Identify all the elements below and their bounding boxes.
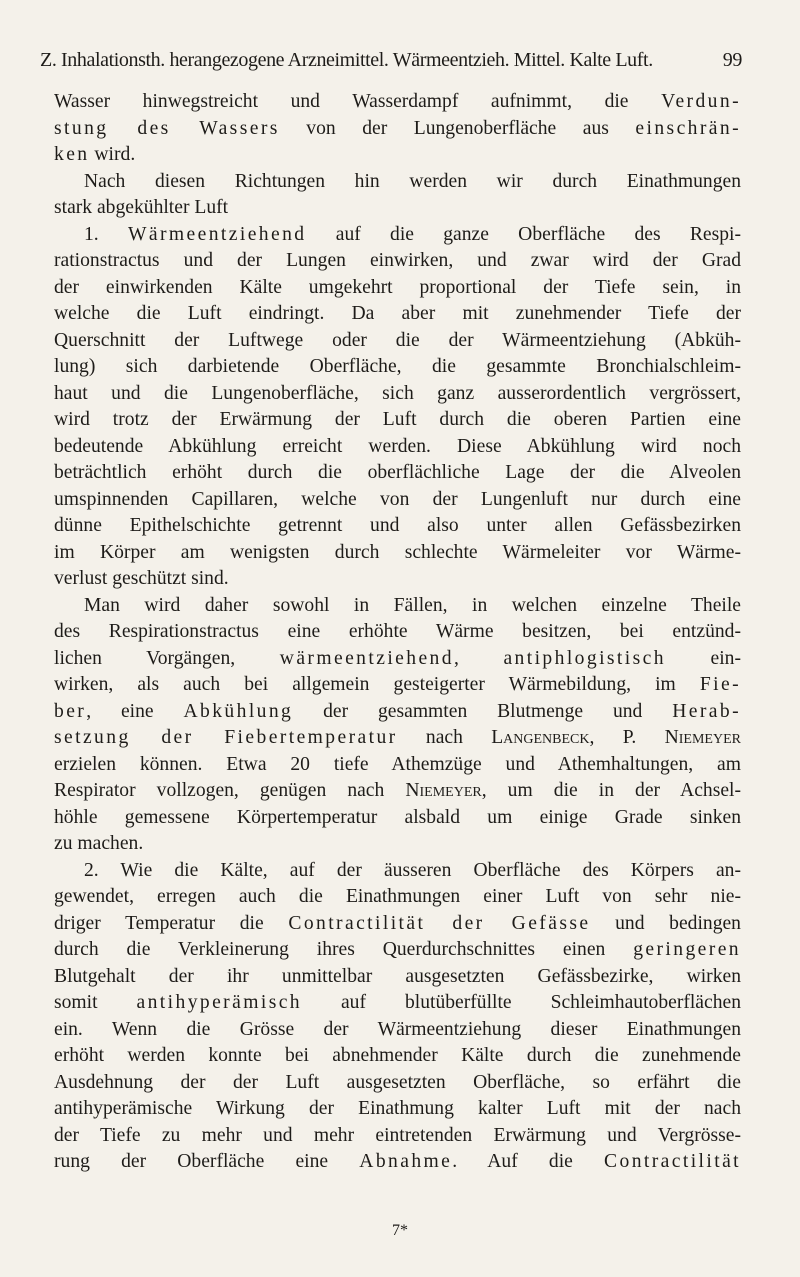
- spaced-emphasis: Herab-: [672, 700, 741, 722]
- text-line: im Körper am wenigsten durch schlechte Wärmeleiter vor Wärme-: [54, 541, 741, 563]
- author-name: Niemeyer: [405, 780, 482, 801]
- text-line: der Tiefe zu mehr und mehr eintretenden Erwärmung und Vergrösse-: [54, 1124, 741, 1146]
- spaced-emphasis: Abkühlung: [183, 700, 294, 722]
- text-line: 2. Wie die Kälte, auf der äusseren Oberfläche des Körpers an-: [84, 859, 741, 881]
- spaced-emphasis: Verdun-: [661, 91, 741, 112]
- text-line: ken wird.: [54, 144, 136, 165]
- text-line: durch die Verkleinerung ihres Querdurchschnittes einen geringeren: [54, 939, 741, 960]
- text-line: setzung der Fiebertemperatur nach Langenbeck, P. Niemeyer: [54, 727, 741, 748]
- running-header: [40, 49, 742, 72]
- text-line: haut und die Lungenoberfläche, sich ganz ausserordentlich vergrössert,: [54, 382, 741, 404]
- spaced-emphasis: Wärmeentziehend: [127, 223, 307, 245]
- text-line: Man wird daher sowohl in Fällen, in welchen einzelne Theile: [84, 594, 741, 616]
- text-line: rung der Oberfläche eine Abnahme. Auf die Contractilität: [54, 1151, 741, 1172]
- spaced-emphasis: einschrän-: [635, 117, 741, 139]
- text-line: rationstractus und der Lungen einwirken, und zwar wird der Grad: [54, 250, 741, 271]
- text-line: des Respirationstractus eine erhöhte Wärme besitzen, bei entzünd-: [54, 621, 741, 642]
- text-line: Querschnitt der Luftwege oder die der Wärmeentziehung (Abküh-: [54, 329, 741, 351]
- spaced-emphasis: geringeren: [633, 939, 741, 960]
- text-line: welche die Luft eindringt. Da aber mit zunehmender Tiefe der: [54, 303, 741, 324]
- text-line: Wasser hinwegstreicht und Wasserdampf aufnimmt, die Verdun-: [54, 91, 741, 112]
- spaced-emphasis: Fie-: [699, 674, 741, 695]
- text-line: lichen Vorgängen, wärmeentziehend, antiphlogistisch ein-: [54, 647, 741, 669]
- text-line: dünne Epithelschichte getrennt und also unter allen Gefässbezirken: [54, 515, 741, 536]
- text-line: Ausdehnung der der Luft ausgesetzten Oberfläche, so erfährt die: [54, 1071, 741, 1093]
- spaced-emphasis: ken: [54, 144, 90, 165]
- page-number: 99: [722, 49, 742, 71]
- author-name: Niemeyer: [664, 727, 741, 748]
- text-line: Blutgehalt der ihr unmittelbar ausgesetzten Gefässbezirke, wirken: [54, 965, 741, 987]
- text-line: höhle gemessene Körpertemperatur alsbald um einige Grade sinken: [54, 806, 741, 828]
- spaced-emphasis: ber: [54, 700, 87, 722]
- text-line: der einwirkenden Kälte umgekehrt proportional der Tiefe sein, in: [54, 276, 741, 298]
- running-title: Z. Inhalationsth. herangezogene Arzneimittel. Wärmeentzieh. Mittel. Kalte Luft.: [40, 49, 653, 71]
- text-line: wirken, als auch bei allgemein gesteigerter Wärmebildung, im Fie-: [54, 674, 741, 695]
- author-name: Langenbeck: [491, 727, 590, 748]
- text-line: bedeutende Abkühlung erreicht werden. Diese Abkühlung wird noch: [54, 435, 741, 457]
- text-line: verlust geschützt sind.: [54, 568, 229, 589]
- text-line: Nach diesen Richtungen hin werden wir durch Einathmungen: [84, 170, 741, 192]
- spaced-emphasis: antiphlogistisch: [503, 647, 666, 669]
- text-line: Respirator vollzogen, genügen nach Niemeyer, um die in der Achsel-: [54, 780, 741, 801]
- text-line: lung) sich darbietende Oberfläche, die gesammte Bronchialschleim-: [54, 356, 741, 377]
- spaced-emphasis: Abnahme: [359, 1151, 453, 1172]
- spaced-emphasis: antihyperämisch: [136, 992, 303, 1013]
- text-line: stung des Wassers von der Lungenoberfläche aus einschrän-: [54, 117, 741, 139]
- spaced-emphasis: setzung der Fiebertemperatur: [54, 727, 398, 748]
- text-line: ber, eine Abkühlung der gesammten Blutmenge und Herab-: [54, 700, 741, 722]
- spaced-emphasis: Contractilität: [604, 1151, 741, 1172]
- text-line: 1. Wärmeentziehend auf die ganze Oberfläche des Respi-: [84, 223, 741, 245]
- text-line: zu machen.: [54, 833, 144, 854]
- text-line: antihyperämische Wirkung der Einathmung kalter Luft mit der nach: [54, 1098, 741, 1119]
- text-line: umspinnenden Capillaren, welche von der Lungenluft nur durch eine: [54, 488, 741, 510]
- signature-mark: 7*: [392, 1222, 408, 1239]
- text-line: gewendet, erregen auch die Einathmungen einer Luft von sehr nie-: [54, 886, 741, 907]
- text-line: stark abgekühlter Luft: [54, 197, 229, 218]
- text-line: wird trotz der Erwärmung der Luft durch die oberen Partien eine: [54, 409, 741, 430]
- text-line: erhöht werden konnte bei abnehmender Kälte durch die zunehmende: [54, 1045, 741, 1066]
- text-line: ein. Wenn die Grösse der Wärmeentziehung dieser Einathmungen: [54, 1018, 741, 1040]
- spaced-emphasis: stung des Wassers: [54, 117, 280, 139]
- text-line: driger Temperatur die Contractilität der Gefässe und bedingen: [54, 912, 741, 934]
- body-text: [54, 89, 741, 1176]
- spaced-emphasis: Contractilität der Gefässe: [288, 912, 591, 934]
- spaced-emphasis: wärmeentziehend: [279, 647, 454, 669]
- text-line: somit antihyperämisch auf blutüberfüllte Schleimhautoberflächen: [54, 992, 741, 1013]
- text-line: erzielen können. Etwa 20 tiefe Athemzüge und Athemhaltungen, am: [54, 753, 741, 775]
- text-line: beträchtlich erhöht durch die oberflächliche Lage der die Alveolen: [54, 462, 741, 483]
